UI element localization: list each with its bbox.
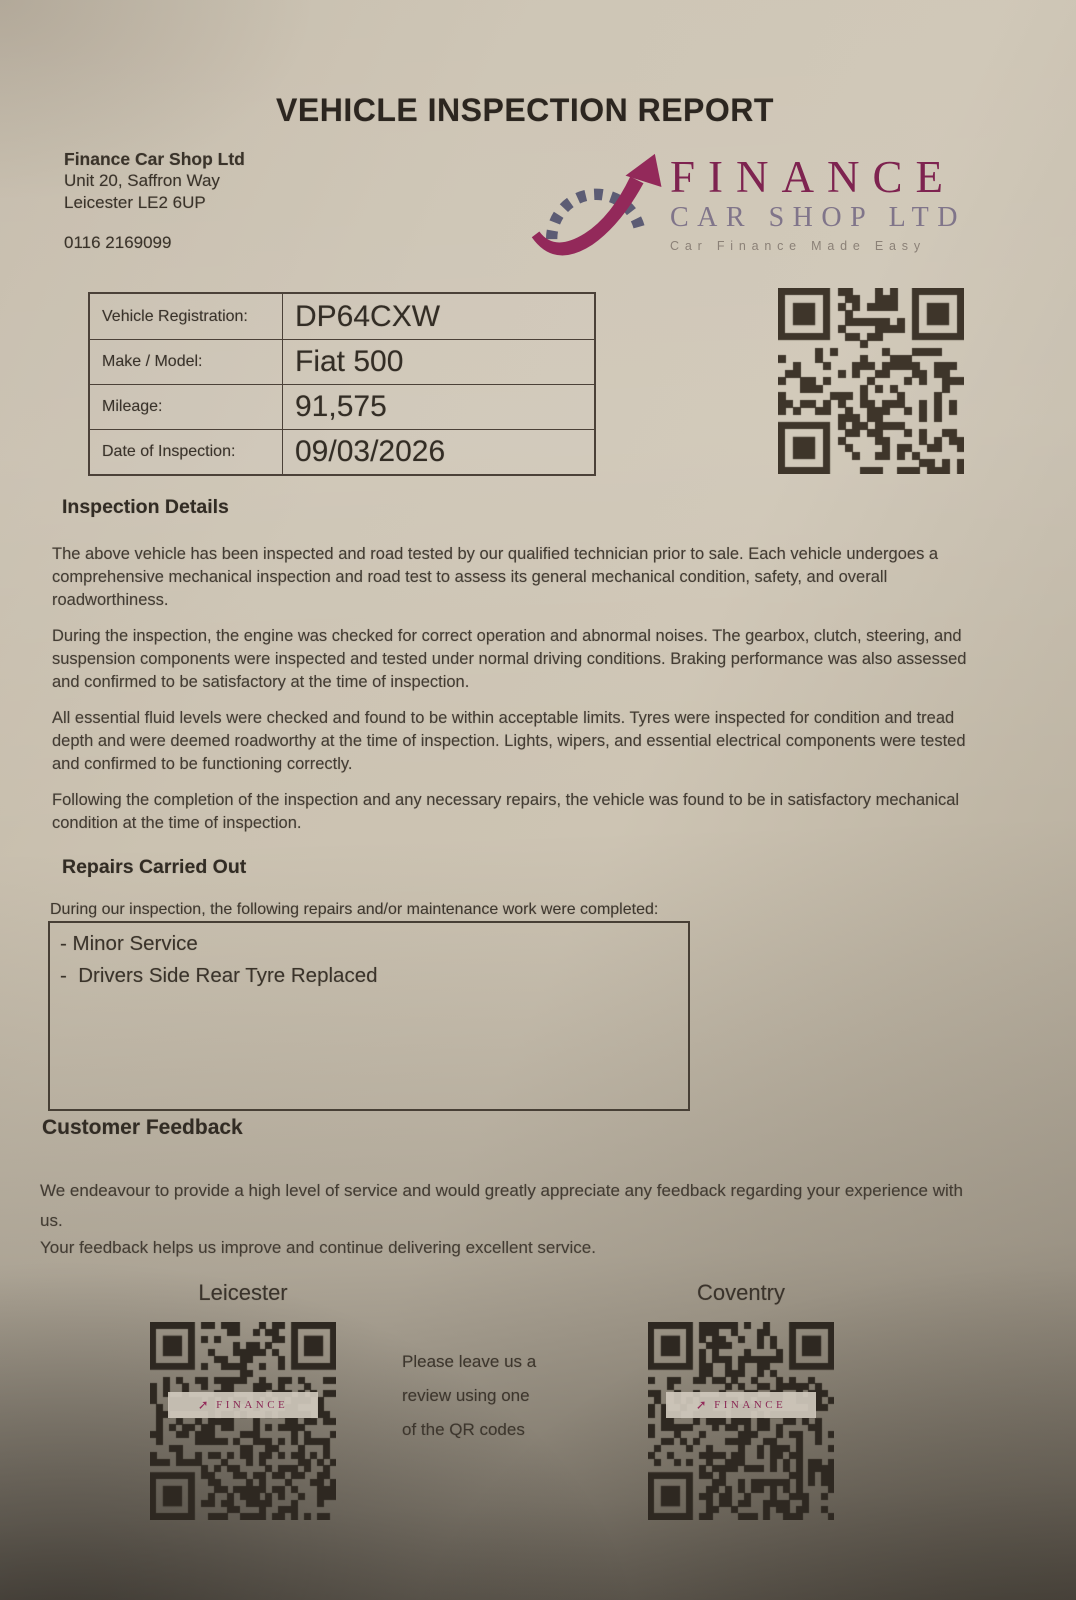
inspection-date-value: 09/03/2026: [283, 429, 594, 474]
leicester-review-qr-code: [150, 1322, 336, 1520]
repairs-box: [48, 921, 690, 1111]
inspection-paragraph-1: The above vehicle has been inspected and road tested by our qualified technician prior to sale. Each vehicle undergoes a comprehensive mechanical inspection and road test to assess its general mechanical condition, safety, and overall roadworthiness.: [52, 545, 939, 609]
vehicle-registration-label: Vehicle Registration:: [90, 294, 283, 339]
vehicle-registration-value: DP64CXW: [295, 299, 441, 333]
repair-item-2: - Drivers Side Rear Tyre Replaced: [60, 964, 378, 987]
logo-text: [670, 150, 968, 253]
vehicle-details-table: [88, 292, 596, 476]
logo-arrow-icon: [528, 152, 670, 277]
inspection-paragraph-3: All essential fluid levels were checked and found to be within acceptable limits. Tyres were inspected for condition and tread depth and were deemed roadworthy at the time of inspection. Lights, wipers, and essential electrical components were tested and confirmed to be functioning correctly.: [52, 709, 966, 773]
watermark-swoosh-icon: ➚: [197, 1397, 213, 1412]
coventry-label: Coventry: [696, 1280, 786, 1305]
inspection-paragraph-4: Following the completion of the inspection and any necessary repairs, the vehicle was found to be in satisfactory mechanical condition at the time of inspection.: [52, 791, 960, 832]
qr-caption-line-2: review using one: [402, 1386, 530, 1405]
vehicle-qr-code: [778, 288, 964, 474]
customer-feedback-heading: Customer Feedback: [42, 1116, 243, 1139]
company-name: Finance Car Shop Ltd: [64, 149, 245, 169]
feedback-paragraph-1: We endeavour to provide a high level of service and would greatly appreciate any feedback regarding your experience with us.: [40, 1181, 963, 1230]
company-address-block: [64, 148, 245, 214]
company-phone: 0116 2169099: [64, 233, 172, 252]
feedback-paragraph-2: Your feedback helps us improve and continue delivering excellent service.: [40, 1238, 596, 1257]
coventry-qr-watermark: [666, 1392, 816, 1418]
qr-caption-line-3: of the QR codes: [402, 1420, 525, 1439]
coventry-review-qr-code: [648, 1322, 834, 1520]
repairs-heading: Repairs Carried Out: [62, 856, 247, 878]
repair-item-1: - Minor Service: [60, 932, 198, 955]
page-title: VEHICLE INSPECTION REPORT: [276, 92, 774, 128]
company-address-line1: Unit 20, Saffron Way: [64, 171, 220, 190]
logo-tagline: Car Finance Made Easy: [670, 239, 926, 253]
qr-caption-line-1: Please leave us a: [402, 1352, 537, 1371]
company-logo: [528, 150, 968, 275]
inspection-paragraph-2: During the inspection, the engine was checked for correct operation and abnormal noises. The gearbox, clutch, steering, and suspension components were inspected and tested under normal driving conditions. Braking performance was also assessed and confirmed to be satisfactory at the time of inspection.: [52, 627, 967, 691]
logo-carshop-text: CAR SHOP LTD: [670, 202, 966, 233]
leicester-qr-watermark: [168, 1392, 318, 1418]
watermark-text: FINANCE: [714, 1399, 787, 1411]
logo-finance-text: FINANCE: [670, 152, 957, 202]
inspection-details-paragraphs: [52, 543, 970, 848]
repairs-intro: During our inspection, the following repairs and/or maintenance work were completed:: [50, 901, 659, 918]
make-model-label: Make / Model:: [90, 339, 283, 384]
company-address-line2: Leicester LE2 6UP: [64, 193, 206, 212]
mileage-value: 91,575: [283, 384, 594, 429]
watermark-text: FINANCE: [216, 1399, 289, 1411]
qr-caption: [402, 1345, 572, 1447]
leicester-label: Leicester: [198, 1280, 288, 1305]
watermark-swoosh-icon: ➚: [695, 1397, 711, 1412]
logo-swoosh: [532, 177, 644, 256]
make-model-value: Fiat 500: [283, 339, 594, 384]
mileage-label: Mileage:: [90, 384, 283, 429]
inspection-details-heading: Inspection Details: [62, 496, 229, 518]
inspection-date-label: Date of Inspection:: [90, 429, 283, 474]
